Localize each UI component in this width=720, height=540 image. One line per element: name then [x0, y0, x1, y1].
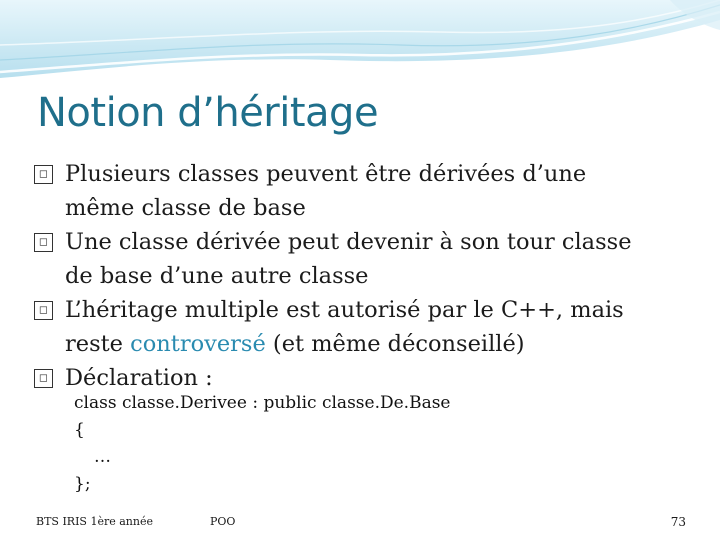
bullet-text-line: Une classe dérivée peut devenir à son tour classe [65, 229, 632, 255]
bullet-glyph-icon: ◻ [34, 369, 53, 388]
code-block [74, 390, 451, 498]
bullet-text-segment: reste [65, 331, 131, 357]
bullet-glyph-icon: ◻ [34, 233, 53, 252]
bullet-text-segment: (et même déconseillé) [265, 331, 525, 357]
bullet-text-line: même classe de base [65, 195, 306, 221]
highlighted-word: controversé [130, 331, 266, 357]
footer-course: BTS IRIS 1ère année [36, 515, 153, 528]
bullet-text-line: Déclaration : [65, 365, 213, 391]
slide-title: Notion d’héritage [37, 90, 379, 136]
code-line: … [94, 447, 111, 467]
bullet-text-line: Plusieurs classes peuvent être dérivées d’une [65, 161, 587, 187]
code-line: }; [74, 474, 91, 494]
bullet-item [34, 225, 694, 293]
bullet-text-line: L’héritage multiple est autorisé par le C++, mais [65, 297, 624, 323]
bullet-list [34, 157, 694, 395]
bullet-text-line: de base d’une autre classe [65, 263, 369, 289]
bullet-item [34, 157, 694, 225]
code-line: { [74, 420, 85, 440]
bullet-item [34, 293, 694, 361]
code-line: class classe.Derivee : public classe.De.Base [74, 393, 451, 413]
bullet-glyph-icon: ◻ [34, 301, 53, 320]
page-number: 73 [670, 515, 686, 529]
bullet-glyph-icon: ◻ [34, 165, 53, 184]
footer-subject: POO [210, 515, 236, 528]
